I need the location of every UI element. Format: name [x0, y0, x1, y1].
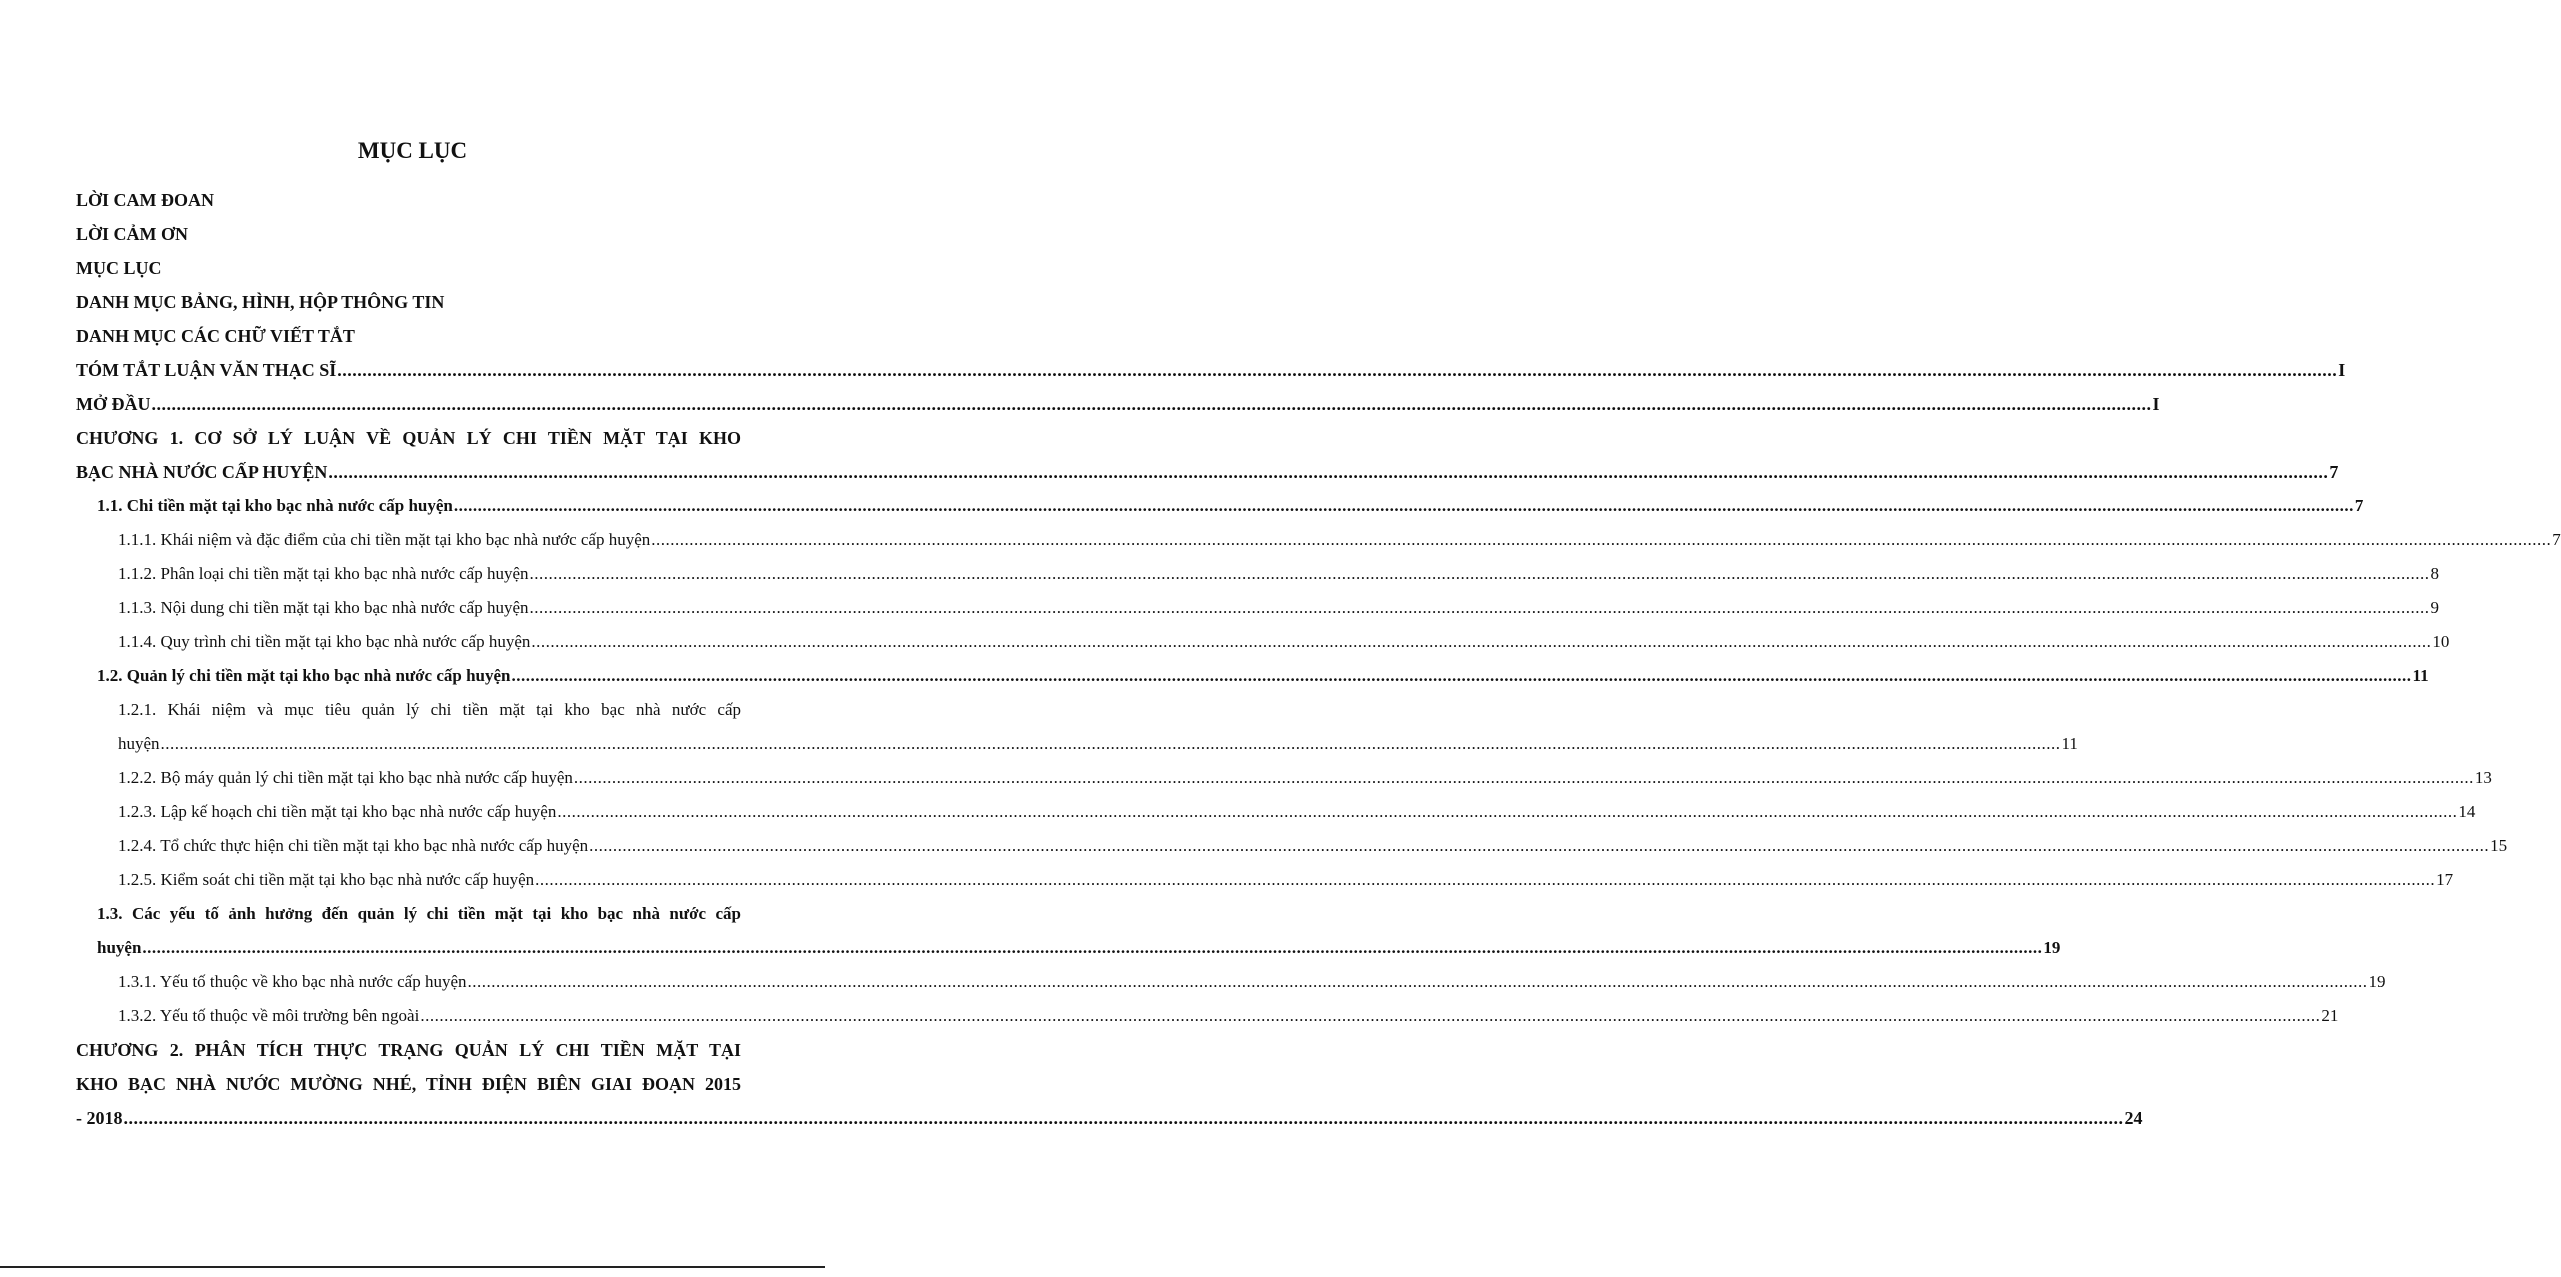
- toc-page-number: 7: [2329, 462, 2339, 482]
- toc-entry[interactable]: [76, 523, 2561, 557]
- toc-entry-title: CHƯƠNG 1. CƠ SỞ LÝ LUẬN VỀ QUẢN LÝ CHI TIỀN MẶT TẠI KHO: [76, 428, 741, 448]
- toc-entry[interactable]: [76, 897, 741, 931]
- toc-entry-title: - 2018: [76, 1108, 123, 1128]
- toc-leader-dots: ................................................................................................................................................................................................................................................................................................................................................................................................................: [160, 734, 2061, 753]
- toc-page-number: 11: [2412, 666, 2429, 685]
- toc-entry-title: 1.1. Chi tiền mặt tại kho bạc nhà nước cấp huyện: [97, 496, 453, 515]
- toc-entry[interactable]: [76, 285, 741, 319]
- toc-entry-title: MỤC LỤC: [76, 258, 162, 278]
- toc-entry[interactable]: [76, 829, 2508, 863]
- toc-entry-title: LỜI CẢM ƠN: [76, 224, 188, 244]
- toc-page-number: 19: [2368, 972, 2386, 991]
- toc-entry-title: 1.2.2. Bộ máy quản lý chi tiền mặt tại kho bạc nhà nước cấp huyện: [118, 768, 573, 787]
- toc-entry[interactable]: [76, 319, 741, 353]
- toc-entry-title: BẠC NHÀ NƯỚC CẤP HUYỆN: [76, 462, 328, 482]
- toc-entry[interactable]: [76, 999, 2339, 1033]
- toc-entry[interactable]: [76, 455, 2339, 489]
- toc-entry[interactable]: [76, 353, 2346, 387]
- toc-page-number: 7: [2552, 530, 2561, 549]
- toc-leader-dots: ................................................................................................................................................................................................................................................................................................................................................................................................................: [123, 1108, 2124, 1128]
- toc-entry-title: 1.1.4. Quy trình chi tiền mặt tại kho bạc nhà nước cấp huyện: [118, 632, 531, 651]
- toc-entry-title: 1.2. Quản lý chi tiền mặt tại kho bạc nhà nước cấp huyện: [97, 666, 511, 685]
- toc-leader-dots: ................................................................................................................................................................................................................................................................................................................................................................................................................: [511, 666, 2412, 685]
- toc-page-number: 13: [2474, 768, 2492, 787]
- toc-entry-title: DANH MỤC CÁC CHỮ VIẾT TẮT: [76, 326, 355, 346]
- toc-leader-dots: ................................................................................................................................................................................................................................................................................................................................................................................................................: [453, 496, 2354, 515]
- toc-entry-title: MỞ ĐẦU: [76, 394, 151, 414]
- toc-entry[interactable]: [76, 1101, 2143, 1135]
- toc-entry[interactable]: [76, 387, 2160, 421]
- toc-entry[interactable]: [76, 965, 2386, 999]
- toc-page-number: 8: [2430, 564, 2440, 583]
- toc-entry-title: 1.3.2. Yếu tố thuộc về môi trường bên ngoài: [118, 1006, 420, 1025]
- toc-entry-title: 1.1.1. Khái niệm và đặc điểm của chi tiền mặt tại kho bạc nhà nước cấp huyện: [118, 530, 651, 549]
- toc-page-number: 15: [2490, 836, 2508, 855]
- toc-leader-dots: ................................................................................................................................................................................................................................................................................................................................................................................................................: [151, 394, 2152, 414]
- toc-leader-dots: ................................................................................................................................................................................................................................................................................................................................................................................................................: [529, 564, 2430, 583]
- toc-entry[interactable]: [76, 761, 2492, 795]
- toc-entry[interactable]: [76, 183, 741, 217]
- toc-entry-title: 1.1.2. Phân loại chi tiền mặt tại kho bạc nhà nước cấp huyện: [118, 564, 529, 583]
- toc-entry-title: 1.2.1. Khái niệm và mục tiêu quản lý chi tiền mặt tại kho bạc nhà nước cấp: [118, 700, 741, 719]
- toc-entry-title: 1.2.3. Lập kế hoạch chi tiền mặt tại kho bạc nhà nước cấp huyện: [118, 802, 557, 821]
- bottom-edge-line: [0, 1266, 825, 1268]
- toc-entry-title: huyện: [97, 938, 142, 957]
- toc-page-number: 24: [2124, 1108, 2143, 1128]
- toc-page-number: 17: [2436, 870, 2454, 889]
- toc-entry-title: DANH MỤC BẢNG, HÌNH, HỘP THÔNG TIN: [76, 292, 445, 312]
- toc-entry-title: LỜI CAM ĐOAN: [76, 190, 214, 210]
- toc-entry-title: huyện: [118, 734, 160, 753]
- toc-entry[interactable]: [76, 795, 2476, 829]
- toc-entry[interactable]: [76, 489, 2364, 523]
- toc-leader-dots: ................................................................................................................................................................................................................................................................................................................................................................................................................: [535, 870, 2436, 889]
- toc-page-number: 11: [2061, 734, 2078, 753]
- toc-entry[interactable]: [76, 217, 741, 251]
- toc-entry-title: 1.3. Các yếu tố ảnh hưởng đến quản lý chi tiền mặt tại kho bạc nhà nước cấp: [97, 904, 741, 923]
- toc-leader-dots: ................................................................................................................................................................................................................................................................................................................................................................................................................: [651, 530, 2552, 549]
- toc-page-number: 21: [2321, 1006, 2339, 1025]
- toc-leader-dots: ................................................................................................................................................................................................................................................................................................................................................................................................................: [573, 768, 2474, 787]
- toc-entry[interactable]: [76, 659, 2429, 693]
- toc-leader-dots: ................................................................................................................................................................................................................................................................................................................................................................................................................: [557, 802, 2458, 821]
- toc-entry-title: TÓM TẮT LUẬN VĂN THẠC SĨ: [76, 360, 337, 380]
- toc-entry[interactable]: [76, 1033, 741, 1067]
- toc-leader-dots: ................................................................................................................................................................................................................................................................................................................................................................................................................: [531, 632, 2432, 651]
- page-title: MỤC LỤC: [357, 138, 468, 163]
- toc-page-number: I: [2338, 360, 2346, 380]
- toc-entry[interactable]: [76, 591, 2440, 625]
- toc-page-number: 19: [2043, 938, 2061, 957]
- toc-entry[interactable]: [76, 693, 741, 727]
- toc-page-number: 9: [2430, 598, 2440, 617]
- toc-entry-title: KHO BẠC NHÀ NƯỚC MƯỜNG NHÉ, TỈNH ĐIỆN BIÊN GIAI ĐOẠN 2015: [76, 1074, 741, 1094]
- toc-leader-dots: ................................................................................................................................................................................................................................................................................................................................................................................................................: [420, 1006, 2321, 1025]
- toc-page-number: 10: [2432, 632, 2450, 651]
- toc-page-number: 7: [2354, 496, 2364, 515]
- toc-entry[interactable]: [76, 1067, 741, 1101]
- toc-page-number: I: [2152, 394, 2160, 414]
- toc-entry-title: 1.2.5. Kiểm soát chi tiền mặt tại kho bạc nhà nước cấp huyện: [118, 870, 535, 889]
- toc-leader-dots: ................................................................................................................................................................................................................................................................................................................................................................................................................: [589, 836, 2490, 855]
- toc-entry[interactable]: [76, 421, 741, 455]
- toc-entry[interactable]: [76, 251, 741, 285]
- toc-leader-dots: ................................................................................................................................................................................................................................................................................................................................................................................................................: [328, 462, 2329, 482]
- toc-entry[interactable]: [76, 727, 2078, 761]
- toc-entry-title: CHƯƠNG 2. PHÂN TÍCH THỰC TRẠNG QUẢN LÝ CHI TIỀN MẶT TẠI: [76, 1040, 741, 1060]
- toc-entry[interactable]: [76, 625, 2450, 659]
- toc-entry[interactable]: [76, 557, 2440, 591]
- toc-entry-title: 1.3.1. Yếu tố thuộc về kho bạc nhà nước cấp huyện: [118, 972, 467, 991]
- toc-leader-dots: ................................................................................................................................................................................................................................................................................................................................................................................................................: [142, 938, 2043, 957]
- toc-leader-dots: ................................................................................................................................................................................................................................................................................................................................................................................................................: [529, 598, 2430, 617]
- toc-entry-title: 1.2.4. Tổ chức thực hiện chi tiền mặt tại kho bạc nhà nước cấp huyện: [118, 836, 589, 855]
- toc-entry[interactable]: [76, 863, 2454, 897]
- toc-leader-dots: ................................................................................................................................................................................................................................................................................................................................................................................................................: [337, 360, 2338, 380]
- toc-list: [76, 183, 2561, 1135]
- toc-page-number: 14: [2458, 802, 2476, 821]
- toc-entry[interactable]: [76, 931, 2061, 965]
- toc-entry-title: 1.1.3. Nội dung chi tiền mặt tại kho bạc nhà nước cấp huyện: [118, 598, 529, 617]
- toc-leader-dots: ................................................................................................................................................................................................................................................................................................................................................................................................................: [467, 972, 2368, 991]
